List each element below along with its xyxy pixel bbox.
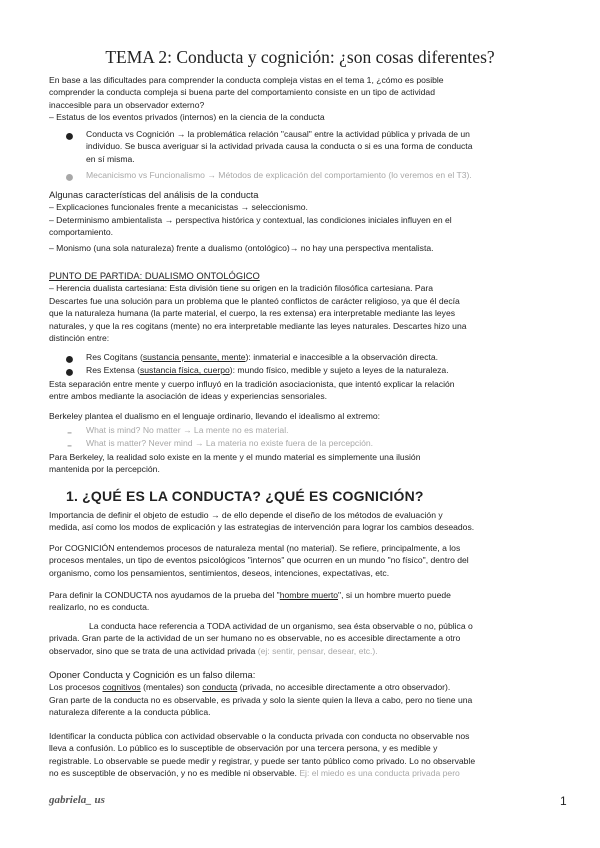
characteristics-heading: Algunas características del análisis de la conducta: [49, 189, 259, 200]
bullet-line: individuo. Se busca averiguar si la actividad privada causa la conducta o si es una forma de conducta: [86, 141, 473, 152]
characteristics-line: comportamiento.: [49, 227, 114, 238]
punto-line: distinción entre:: [49, 333, 110, 344]
paragraph-line: entre ambos mediante la asociación de ideas y experiencias sensoriales.: [49, 391, 328, 402]
bullet-item: [86, 128, 562, 165]
bullet-dot: ●: [64, 128, 75, 145]
bullet-dot: ●: [64, 169, 75, 186]
section1-p4: [49, 620, 561, 657]
paragraph-line: Gran parte de la conducta no es observable, es privada y solo la siente quien la lleva a cabo, pero no tiene una: [49, 694, 473, 705]
paragraph-line: privada. Gran parte de la actividad de un ser humano no es observable, no es accesible directamente a otro: [49, 633, 461, 644]
section1-p2: [49, 542, 561, 579]
punto-partida: [49, 270, 561, 344]
punto-line: Descartes fue una solución para un problema que le planteó conflictos de carácter religioso, ya que él decía: [49, 295, 460, 306]
punto-heading: PUNTO DE PARTIDA: DUALISMO ONTOLÓGICO: [49, 270, 260, 281]
paragraph-line: Por COGNICIÓN entendemos procesos de naturaleza mental (no material). Se refiere, principalmente, a los: [49, 543, 461, 553]
section1-p1: [49, 509, 561, 534]
underlined-term: sustancia pensante, mente: [142, 352, 246, 362]
paragraph-line: lleva a confusión. Lo público es lo susceptible de observación por una tercera persona, y es medible y: [49, 743, 438, 754]
characteristics-line: – Monismo (una sola naturaleza) frente a dualismo (ontológico)→ no hay una perspectiva mentalista.: [49, 242, 434, 253]
punto-line: que la naturaleza humana (la parte material, el cuerpo, la res extensa) era interpretable mediante las leyes: [49, 308, 456, 319]
paragraph-line: Los procesos cognitivos (mentales) son conducta (privada, no accesible directamente a otro observador).: [49, 682, 451, 693]
punto-line: naturales, y que la res cogitans (mente) no era interpretable mediante las leyes naturales. Descartes hizo una: [49, 320, 467, 331]
section1-p3: [49, 589, 561, 614]
bullet-line: en sí misma.: [86, 153, 135, 164]
bullet-line: Conducta vs Cognición → la problemática relación "causal" entre la actividad pública y privada de un: [86, 129, 470, 139]
paragraph-line: Berkeley plantea el dualismo en el lenguaje ordinario, llevando el idealismo al extremo:: [49, 411, 381, 421]
section-heading: 1. ¿QUÉ ES LA CONDUCTA? ¿QUÉ ES COGNICIÓN?: [66, 488, 424, 504]
bullet-dot: ●: [64, 364, 75, 381]
bullet-res-extensa: Res Extensa (sustancia física, cuerpo): mundo físico, medible y sujeto a leyes de la naturaleza.: [86, 365, 449, 375]
paragraph-line: observador, sino que se trata de una actividad privada (ej: sentir, pensar, desear, etc.).: [49, 645, 378, 656]
characteristics-line: – Explicaciones funcionales frente a mecanicistas → seleccionismo.: [49, 202, 308, 213]
bullet-res-cogitans: Res Cogitans (sustancia pensante, mente): inmaterial e inaccesible a la observación directa.: [86, 352, 439, 362]
section1-p5: [49, 669, 561, 719]
dash-marker: -: [66, 437, 73, 454]
bullet-dot: ●: [64, 351, 75, 368]
underlined-term: sustancia física, cuerpo: [139, 365, 230, 375]
dash-item: What is matter? Never mind → La materia no existe fuera de la percepción.: [86, 438, 374, 448]
intro-line: En base a las dificultades para comprender la conducta compleja vistas en el tema 1, ¿cómo es posible: [49, 75, 444, 85]
bullet-line: Mecanicismo vs Funcionalismo → Métodos de explicación del comportamiento (lo veremos en el T3).: [86, 170, 472, 180]
underlined-term: conducta: [202, 682, 238, 693]
separacion: [49, 378, 561, 403]
characteristics-line: – Determinismo ambientalista → perspectiva histórica y contextual, las condiciones iniciales influyen en el: [49, 214, 452, 225]
paragraph-line: registrable. Lo observable se puede medir y registrar, y puede ser tanto público como privado. Lo no observable: [49, 755, 476, 766]
dash-item: What is mind? No matter → La mente no es material.: [86, 425, 289, 435]
section1-p6: [49, 730, 561, 780]
paragraph-line: medida, así como los modos de explicación y las estrategias de intervención para lograr los cambios deseados.: [49, 522, 475, 533]
page-number: 1: [560, 794, 567, 808]
underlined-term: cognitivos: [102, 682, 141, 693]
paragraph-line: no es susceptible de observación, y no es medible ni observable. Ej: el miedo es una conducta privada pero: [49, 768, 460, 779]
dash-marker: -: [66, 424, 73, 441]
paragraph-line: La conducta hace referencia a TODA actividad de un organismo, sea ésta observable o no, pública o: [89, 621, 473, 631]
paragraph-line: Identificar la conducta pública con actividad observable o la conducta privada con conducta no observable nos: [49, 731, 470, 741]
paragraph-line: Oponer Conducta y Cognición es un falso dilema:: [49, 669, 256, 680]
intro-line: comprender la conducta compleja si buena parte del comportamiento consiste en un tipo de actividad: [49, 87, 435, 98]
paragraph-line: Para Berkeley, la realidad solo existe en la mente y el mundo material es simplemente una ilusión: [49, 452, 421, 462]
intro: [49, 74, 561, 124]
paragraph-line: procesos mentales, un tipo de eventos psicológicos "internos" que ocurren en un mundo "no físico", dentro del: [49, 555, 469, 566]
punto-line: – Herencia dualista cartesiana: Esta división tiene su origen en la tradición filosófica cartesiana. Para: [49, 283, 434, 294]
paragraph-line: organismo, como los pensamientos, sentimientos, deseos, intenciones, expectativas, etc.: [49, 567, 390, 578]
page-title: TEMA 2: Conducta y cognición: ¿son cosas diferentes?: [105, 47, 495, 67]
paragraph-line: naturaleza diferente a la conducta pública.: [49, 707, 211, 718]
characteristics: [49, 189, 561, 254]
bullet-item: [86, 169, 562, 181]
intro-line: – Estatus de los eventos privados (internos) en la ciencia de la conducta: [49, 112, 325, 123]
berkeley: [49, 410, 561, 422]
paragraph-line: realizarlo, no es conducta.: [49, 602, 150, 613]
paragraph-line: Esta separación entre mente y cuerpo influyó en la tradición asociacionista, que intentó explicar la relación: [49, 379, 455, 389]
paragraph-line: mantenida por la percepción.: [49, 464, 160, 475]
underlined-term: hombre muerto: [279, 590, 339, 600]
footer-author: gabriela_ us: [49, 794, 105, 806]
paragraph-line: Importancia de definir el objeto de estudio → de ello depende el diseño de los métodos de evaluación y: [49, 510, 443, 520]
intro-line: inaccesible para un observador externo?: [49, 99, 205, 110]
paragraph-line: Para definir la CONDUCTA nos ayudamos de la prueba del "hombre muerto", si un hombre muerto puede: [49, 590, 451, 600]
berkeley-para: [49, 451, 561, 476]
